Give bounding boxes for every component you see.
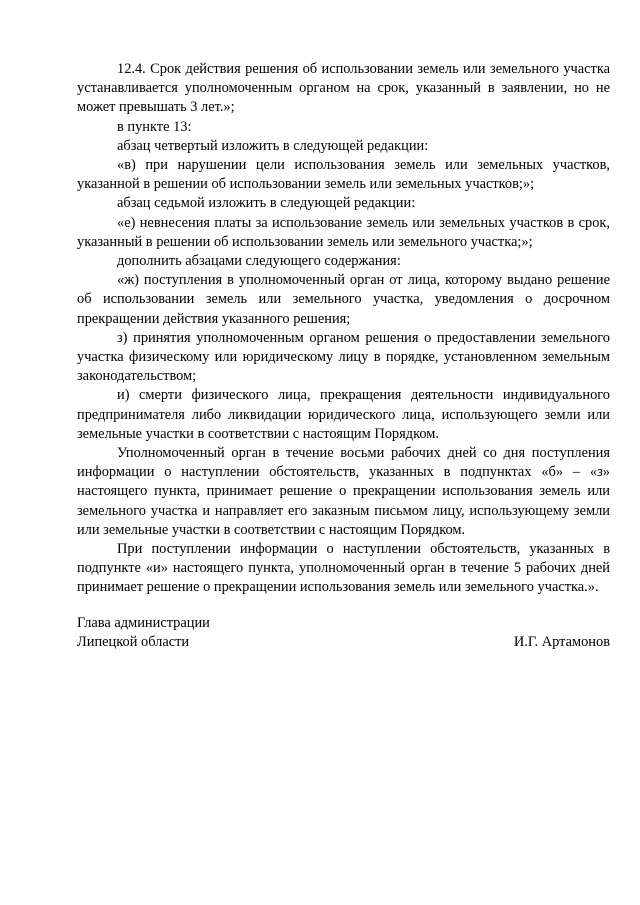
signature-title-line1: Глава администрации [77,615,210,631]
paragraph-abzac-7: абзац седьмой изложить в следующей редакции: [117,195,416,212]
paragraph-subitem-e: «е) невнесения платы за использование земель или земельных участков в срок, указанный в решении об использовании земель или земельного участка;»; [77,214,610,250]
signature-block [77,614,610,652]
paragraph-authority-5-days: При поступлении информации о наступлении обстоятельств, указанных в подпункте «и» настоящего пункта, уполномоченный орган в течение 5 рабочих дней принимает решение о прекращении использования земель или земельного участка.». [77,541,610,596]
signature-row [77,633,610,652]
paragraph-subitem-v: «в) при нарушении цели использования земель или земельных участков, указанной в решении об использовании земель или земельных участков;»; [77,157,610,193]
paragraph-item-13: в пункте 13: [117,118,192,135]
document-body [77,60,610,598]
signature-name: И.Г. Артамонов [513,634,610,651]
signature-title-line2: Липецкой области [77,634,190,651]
paragraph-subitem-i: и) смерти физического лица, прекращения деятельности индивидуального предпринимателя либо ликвидации юридического лица, использующего земли или земельные участки в соответствии с настоящим Порядком. [77,387,610,442]
paragraph-12-4: 12.4. Срок действия решения об использовании земель или земельного участка устанавливается уполномоченным органом на срок, указанный в заявлении, но не может превышать 3 лет.»; [77,61,610,116]
paragraph-add-abzacs: дополнить абзацами следующего содержания: [117,253,401,270]
paragraph-subitem-zh: «ж) поступления в уполномоченный орган от лица, которому выдано решение об использовании земель или земельного участка, уведомления о досрочном прекращении действия указанного решения; [77,272,610,327]
paragraph-abzac-4: абзац четвертый изложить в следующей редакции: [117,137,429,154]
paragraph-subitem-z: з) принятия уполномоченным органом решения о предоставлении земельного участка физическому или юридическому лицу в порядке, установленном земельным законодательством; [77,329,610,385]
paragraph-authority-8-days: Уполномоченный орган в течение восьми рабочих дней со дня поступления информации о наступлении обстоятельств, указанных в подпунктах «б» – «з» настоящего пункта, принимает решение о прекращении использования земель или земельного участка и направляет его заказным письмом лицу, использующему земли или земельные участки в соответствии с настоящим Порядком. [77,445,610,538]
